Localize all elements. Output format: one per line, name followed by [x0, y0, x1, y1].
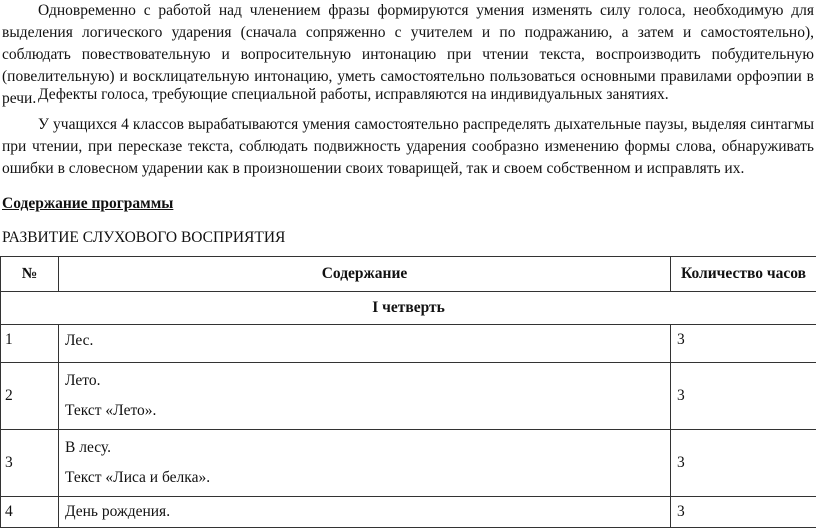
- table-row: [1, 363, 816, 430]
- table-header-row: [1, 257, 816, 292]
- quarter-label: I четверть: [1, 292, 816, 325]
- section-title: РАЗВИТИЕ СЛУХОВОГО ВОСПРИЯТИЯ: [2, 228, 285, 248]
- row-topic: Лето.: [65, 370, 664, 392]
- row-content: [59, 325, 671, 363]
- table-row: [1, 497, 816, 528]
- table-row: [1, 430, 816, 497]
- header-num: №: [1, 257, 59, 292]
- header-content: Содержание: [59, 257, 671, 292]
- row-num: 4: [1, 497, 59, 528]
- quarter-row: [1, 292, 816, 325]
- row-content: [59, 497, 671, 528]
- row-content: [59, 363, 671, 430]
- row-topic: День рождения.: [65, 501, 664, 523]
- row-text: Текст «Лето».: [65, 400, 664, 422]
- row-num: 1: [1, 325, 59, 363]
- row-num: 3: [1, 430, 59, 497]
- row-topic: Лес.: [65, 330, 664, 352]
- row-num: 2: [1, 363, 59, 430]
- program-content-heading: Содержание программы: [2, 194, 173, 214]
- paragraph-voice-defects: Дефекты голоса, требующие специальной работы, исправляются на индивидуальных занятиях.: [2, 84, 814, 106]
- row-topic: В лесу.: [65, 437, 664, 459]
- paragraph-intonation: Одновременно с работой над членением фразы формируются умения изменять силу голоса, необходимую для выделения логического ударения (сначала сопряженно с учителем и по подражанию, а затем и самостоятельно), соблюдать повествовательную и вопросительную интонацию при чтении текста, воспроизводить побудительную (повелительную) и восклицательную интонацию, уметь самостоятельно пользоваться основными правилами орфоэпии в речи.: [2, 0, 814, 110]
- row-hours: 3: [671, 325, 816, 363]
- row-hours: 3: [671, 363, 816, 430]
- program-table: [0, 256, 816, 528]
- table-row: [1, 325, 816, 363]
- row-hours: 3: [671, 497, 816, 528]
- row-text: Текст «Лиса и белка».: [65, 467, 664, 489]
- row-hours: 3: [671, 430, 816, 497]
- row-content: [59, 430, 671, 497]
- paragraph-grade4-skills: У учащихся 4 классов вырабатываются умения самостоятельно распределять дыхательные паузы, выделяя синтагмы при чтении, при пересказе текста, соблюдать подвижность ударения сообразно изменению формы слова, обнаруживать ошибки в словесном ударении как в произношении своих товарищей, так и своем собственном и исправлять их.: [2, 114, 814, 180]
- header-hours: Количество часов: [671, 257, 816, 292]
